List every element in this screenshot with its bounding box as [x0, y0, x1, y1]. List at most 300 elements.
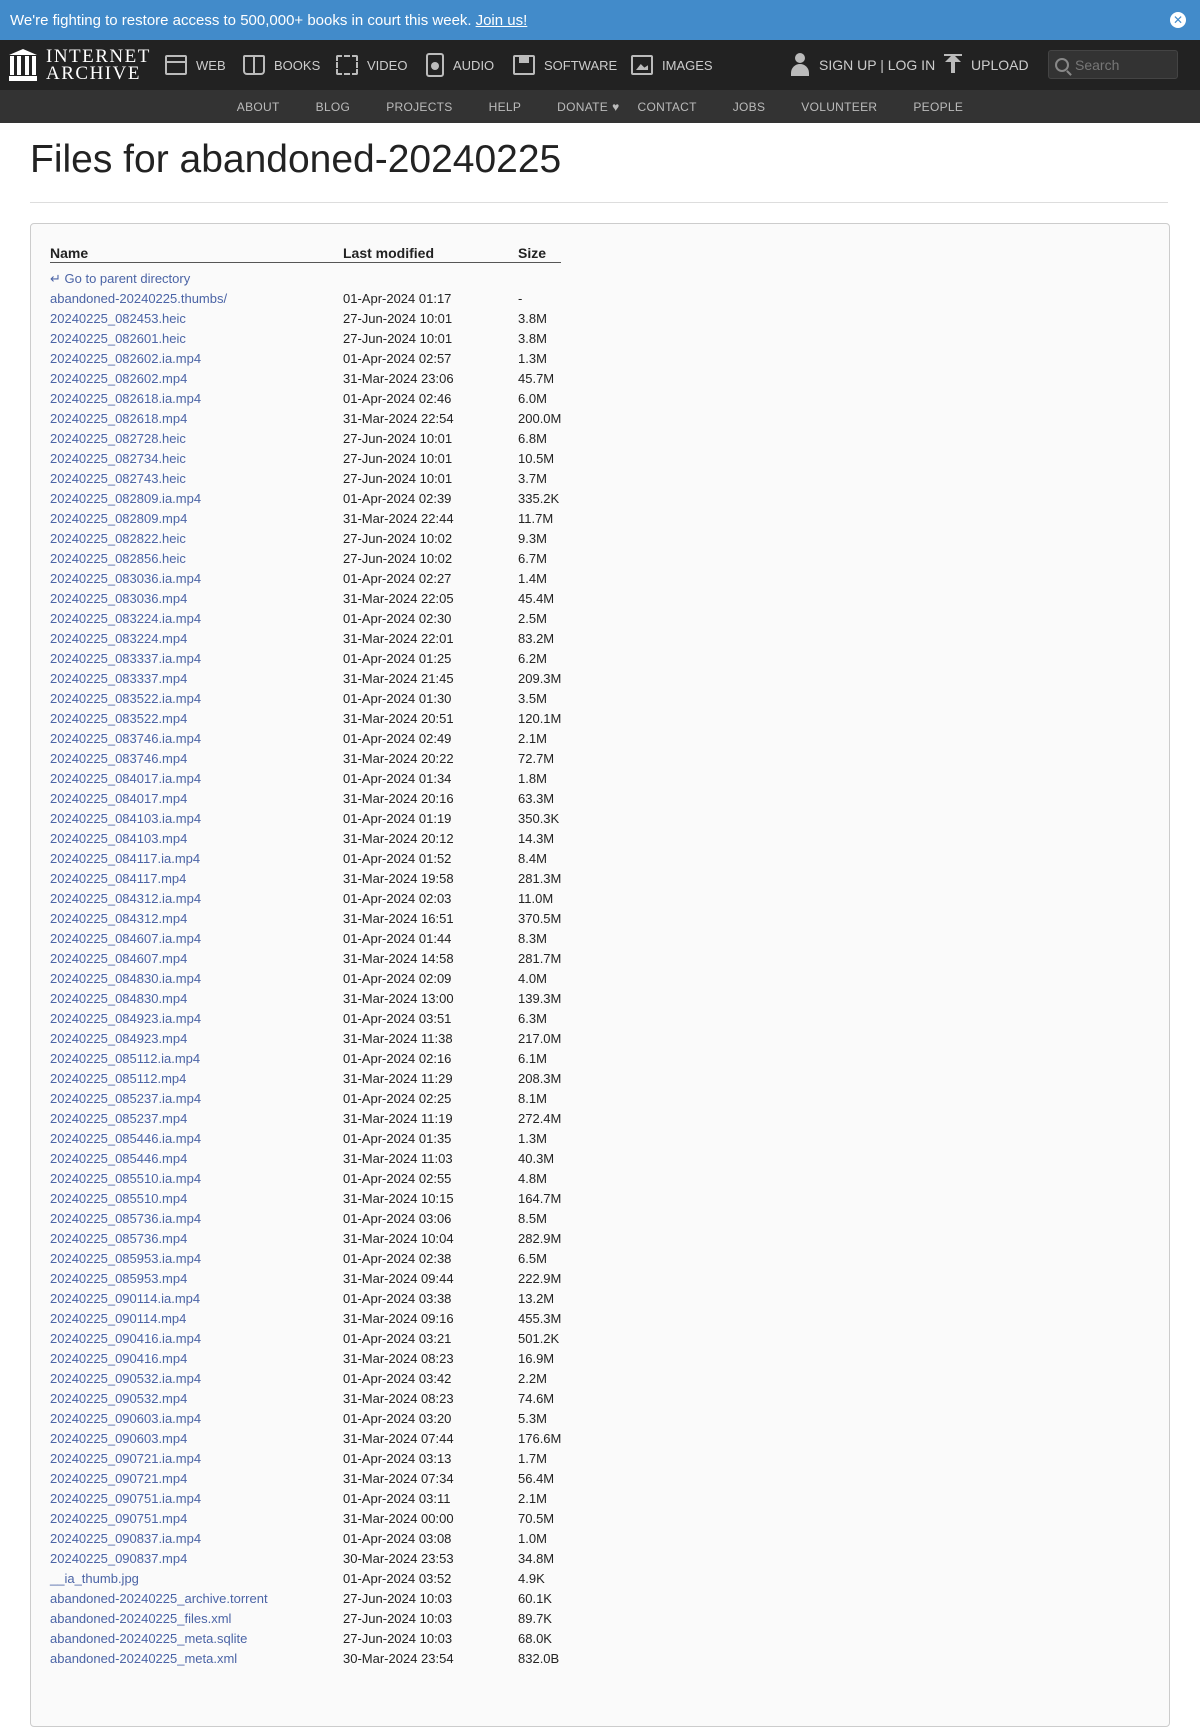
file-size: 350.3K [518, 810, 560, 826]
file-size: 4.9K [518, 1570, 545, 1586]
table-row [50, 389, 561, 409]
file-name-link[interactable]: 20240225_083522.ia.mp4 [50, 690, 202, 706]
file-size: 2.2M [518, 1370, 547, 1386]
search-box[interactable] [1048, 50, 1178, 79]
table-row [50, 1169, 561, 1189]
table-row [50, 1209, 561, 1229]
file-name-link[interactable]: 20240225_083746.ia.mp4 [50, 730, 202, 746]
file-name-link[interactable]: __ia_thumb.jpg [50, 1570, 139, 1586]
table-row [50, 1509, 561, 1529]
table-row [50, 1489, 561, 1509]
announcement-banner [0, 0, 1200, 40]
file-size: 3.5M [518, 690, 547, 706]
nav-software[interactable]: SOFTWARE [513, 50, 617, 80]
table-row [50, 1229, 561, 1249]
file-size: 2.5M [518, 610, 547, 626]
subnav-help[interactable]: HELP [488, 99, 522, 114]
file-name-link[interactable]: 20240225_084607.mp4 [50, 950, 188, 966]
table-row [50, 789, 561, 809]
file-size: 370.5M [518, 910, 562, 926]
file-modified-date: 01-Apr-2024 02:49 [343, 730, 452, 746]
nav-books[interactable]: BOOKS [243, 50, 320, 80]
file-modified-date: 27-Jun-2024 10:01 [343, 450, 453, 466]
table-row [50, 729, 561, 749]
table-row [50, 649, 561, 669]
file-name-link[interactable]: 20240225_084830.ia.mp4 [50, 970, 202, 986]
file-name-link[interactable]: 20240225_084103.ia.mp4 [50, 810, 202, 826]
table-row [50, 1069, 561, 1089]
file-size: 455.3M [518, 1310, 562, 1326]
file-name-link[interactable]: 20240225_085446.ia.mp4 [50, 1130, 202, 1146]
table-row [50, 529, 561, 549]
file-size: 832.0B [518, 1650, 560, 1666]
web-icon [165, 55, 187, 75]
file-name-link[interactable]: 20240225_082618.ia.mp4 [50, 390, 202, 406]
file-name-link[interactable]: 20240225_084923.ia.mp4 [50, 1010, 202, 1026]
file-name-link[interactable]: 20240225_083337.ia.mp4 [50, 650, 202, 666]
search-icon [1055, 58, 1069, 72]
file-name-link[interactable]: 20240225_090603.ia.mp4 [50, 1410, 202, 1426]
table-row [50, 289, 561, 309]
file-name-link[interactable]: 20240225_085510.ia.mp4 [50, 1170, 202, 1186]
file-name-link[interactable]: abandoned-20240225_meta.xml [50, 1650, 238, 1666]
file-modified-date: 01-Apr-2024 02:27 [343, 570, 452, 586]
nav-video[interactable]: VIDEO [336, 50, 407, 80]
file-modified-date: 01-Apr-2024 03:08 [343, 1530, 452, 1546]
file-name-link[interactable]: 20240225_085237.ia.mp4 [50, 1090, 202, 1106]
file-name-link[interactable]: abandoned-20240225_meta.sqlite [50, 1630, 248, 1646]
file-size: 281.7M [518, 950, 562, 966]
file-name-link[interactable]: 20240225_085953.ia.mp4 [50, 1250, 202, 1266]
table-row [50, 1409, 561, 1429]
file-size: 83.2M [518, 630, 555, 646]
file-name-link[interactable]: 20240225_083036.mp4 [50, 590, 188, 606]
table-row [50, 1009, 561, 1029]
file-modified-date: 01-Apr-2024 01:35 [343, 1130, 452, 1146]
file-modified-date: 27-Jun-2024 10:02 [343, 530, 453, 546]
file-modified-date: 31-Mar-2024 11:19 [343, 1110, 453, 1126]
file-name-link[interactable]: 20240225_090416.ia.mp4 [50, 1330, 202, 1346]
table-row [50, 449, 561, 469]
file-modified-date: 31-Mar-2024 13:00 [343, 990, 454, 1006]
file-name-link[interactable]: 20240225_084830.mp4 [50, 990, 188, 1006]
file-modified-date: 31-Mar-2024 07:34 [343, 1470, 454, 1486]
file-modified-date: 31-Mar-2024 07:44 [343, 1430, 454, 1446]
file-modified-date: 27-Jun-2024 10:01 [343, 330, 453, 346]
file-size: 1.3M [518, 350, 547, 366]
file-name-link[interactable]: 20240225_082728.heic [50, 430, 186, 446]
file-name-link[interactable]: 20240225_084117.ia.mp4 [50, 850, 201, 866]
join-us-link[interactable]: Join us! [475, 11, 528, 29]
table-row [50, 1129, 561, 1149]
file-size: 272.4M [518, 1110, 562, 1126]
file-size: 56.4M [518, 1470, 555, 1486]
nav-web[interactable]: WEB [165, 50, 226, 80]
file-size: - [518, 290, 523, 306]
file-size: 72.7M [518, 750, 555, 766]
file-size: 1.8M [518, 770, 547, 786]
subnav-people[interactable]: PEOPLE [913, 99, 964, 114]
file-name-link[interactable]: 20240225_082809.ia.mp4 [50, 490, 202, 506]
nav-audio[interactable]: AUDIO [426, 50, 494, 80]
file-modified-date: 01-Apr-2024 02:30 [343, 610, 452, 626]
file-name-link[interactable]: 20240225_083522.mp4 [50, 710, 188, 726]
table-row [50, 829, 561, 849]
file-name-link[interactable]: 20240225_090751.mp4 [50, 1510, 188, 1526]
table-row [50, 869, 561, 889]
file-size: 6.2M [518, 650, 547, 666]
file-modified-date: 31-Mar-2024 20:22 [343, 750, 454, 766]
file-name-link[interactable]: 20240225_084117.mp4 [50, 870, 187, 886]
subnav-about[interactable]: ABOUT [236, 99, 280, 114]
file-modified-date: 01-Apr-2024 02:09 [343, 970, 452, 986]
table-row [50, 569, 561, 589]
file-modified-date: 31-Mar-2024 20:16 [343, 790, 454, 806]
table-row [50, 1289, 561, 1309]
file-size: 11.0M [518, 890, 554, 906]
file-modified-date: 01-Apr-2024 03:52 [343, 1570, 452, 1586]
file-size: 5.3M [518, 1410, 547, 1426]
file-modified-date: 31-Mar-2024 19:58 [343, 870, 454, 886]
books-icon [243, 55, 265, 75]
banner-text: We're fighting to restore access to 500,000+ books in court this week. [10, 11, 472, 29]
file-size: 34.8M [518, 1550, 555, 1566]
file-name-link[interactable]: 20240225_090837.ia.mp4 [50, 1530, 202, 1546]
file-size: 501.2K [518, 1330, 560, 1346]
file-name-link[interactable]: abandoned-20240225.thumbs/ [50, 290, 228, 306]
file-size: 8.5M [518, 1210, 547, 1226]
nav-images[interactable]: IMAGES [631, 50, 713, 80]
file-modified-date: 01-Apr-2024 03:51 [343, 1010, 452, 1026]
file-size: 8.3M [518, 930, 547, 946]
file-modified-date: 31-Mar-2024 20:51 [343, 710, 454, 726]
logo-text: INTERNET ARCHIVE [46, 46, 151, 84]
file-size: 200.0M [518, 410, 562, 426]
table-row [50, 509, 561, 529]
file-size: 335.2K [518, 490, 560, 506]
file-modified-date: 30-Mar-2024 23:54 [343, 1650, 454, 1666]
subnav-projects[interactable]: PROJECTS [386, 99, 453, 114]
file-name-link[interactable]: 20240225_090532.mp4 [50, 1390, 188, 1406]
file-modified-date: 31-Mar-2024 16:51 [343, 910, 454, 926]
file-size: 6.5M [518, 1250, 547, 1266]
table-row [50, 489, 561, 509]
subnav-volunteer[interactable]: VOLUNTEER [801, 99, 878, 114]
file-modified-date: 01-Apr-2024 02:38 [343, 1250, 452, 1266]
file-size: 2.1M [518, 1490, 547, 1506]
file-name-link[interactable]: 20240225_090114.ia.mp4 [50, 1290, 201, 1306]
table-row [50, 589, 561, 609]
file-name-link[interactable]: 20240225_083224.ia.mp4 [50, 610, 202, 626]
table-row [50, 629, 561, 649]
file-name-link[interactable]: 20240225_085953.mp4 [50, 1270, 188, 1286]
file-name-link[interactable]: 20240225_090416.mp4 [50, 1350, 188, 1366]
file-modified-date: 01-Apr-2024 02:03 [343, 890, 452, 906]
table-row [50, 709, 561, 729]
file-modified-date: 31-Mar-2024 08:23 [343, 1350, 454, 1366]
file-modified-date: 01-Apr-2024 01:52 [343, 850, 452, 866]
file-size: 45.7M [518, 370, 555, 386]
table-row [50, 1249, 561, 1269]
table-row [50, 1369, 561, 1389]
table-row [50, 669, 561, 689]
file-name-link[interactable]: 20240225_085237.mp4 [50, 1110, 188, 1126]
file-name-link[interactable]: 20240225_082453.heic [50, 310, 186, 326]
table-row [50, 609, 561, 629]
file-name-link[interactable]: 20240225_085446.mp4 [50, 1150, 188, 1166]
file-modified-date: 31-Mar-2024 09:16 [343, 1310, 454, 1326]
table-row [50, 1609, 561, 1629]
file-size: 1.7M [518, 1450, 547, 1466]
table-row [50, 1189, 561, 1209]
table-row [50, 329, 561, 349]
file-size: 3.8M [518, 310, 547, 326]
file-size: 10.5M [518, 450, 555, 466]
table-row [50, 1649, 561, 1669]
file-modified-date: 31-Mar-2024 11:03 [343, 1150, 453, 1166]
file-name-link[interactable]: abandoned-20240225_archive.torrent [50, 1590, 268, 1606]
file-modified-date: 01-Apr-2024 01:25 [343, 650, 452, 666]
file-modified-date: 27-Jun-2024 10:02 [343, 550, 453, 566]
file-size: 60.1K [518, 1590, 552, 1606]
file-modified-date: 01-Apr-2024 03:13 [343, 1450, 452, 1466]
file-modified-date: 27-Jun-2024 10:01 [343, 310, 453, 326]
file-name-link[interactable]: 20240225_084103.mp4 [50, 830, 188, 846]
table-row [50, 1049, 561, 1069]
title-divider [30, 202, 1168, 203]
file-size: 8.4M [518, 850, 547, 866]
file-size: 217.0M [518, 1030, 562, 1046]
close-icon[interactable]: ✕ [1170, 12, 1186, 28]
file-size: 6.1M [518, 1050, 547, 1066]
file-modified-date: 01-Apr-2024 01:17 [343, 290, 452, 306]
table-row [50, 1089, 561, 1109]
file-size: 45.4M [518, 590, 555, 606]
file-modified-date: 27-Jun-2024 10:03 [343, 1610, 453, 1626]
file-modified-date: 31-Mar-2024 10:04 [343, 1230, 454, 1246]
file-modified-date: 01-Apr-2024 03:06 [343, 1210, 452, 1226]
file-name-link[interactable]: 20240225_085112.ia.mp4 [50, 1050, 201, 1066]
table-row [50, 1389, 561, 1409]
file-modified-date: 01-Apr-2024 03:11 [343, 1490, 451, 1506]
file-name-link[interactable]: 20240225_084312.mp4 [50, 910, 188, 926]
file-name-link[interactable]: 20240225_090837.mp4 [50, 1550, 188, 1566]
file-size: 14.3M [518, 830, 555, 846]
file-modified-date: 01-Apr-2024 03:21 [343, 1330, 452, 1346]
file-modified-date: 01-Apr-2024 01:44 [343, 930, 452, 946]
file-modified-date: 31-Mar-2024 22:44 [343, 510, 454, 526]
file-modified-date: 01-Apr-2024 02:55 [343, 1170, 452, 1186]
file-size: 282.9M [518, 1230, 562, 1246]
sign-up-login-link[interactable]: SIGN UP | LOG IN [790, 50, 935, 80]
file-size: 222.9M [518, 1270, 562, 1286]
table-row [50, 469, 561, 489]
table-row [50, 889, 561, 909]
file-modified-date: 01-Apr-2024 01:30 [343, 690, 452, 706]
archive-building-icon [9, 49, 37, 81]
table-row [50, 949, 561, 969]
file-name-link[interactable]: 20240225_090721.mp4 [50, 1470, 188, 1486]
table-row [50, 429, 561, 449]
file-modified-date: 01-Apr-2024 02:39 [343, 490, 452, 506]
file-name-link[interactable]: 20240225_083746.mp4 [50, 750, 188, 766]
file-modified-date: 31-Mar-2024 22:05 [343, 590, 454, 606]
table-row [50, 1309, 561, 1329]
table-row [50, 369, 561, 389]
file-name-link[interactable]: 20240225_085736.ia.mp4 [50, 1210, 202, 1226]
file-size: 68.0K [518, 1630, 552, 1646]
modified-column-header[interactable]: Last modified [343, 244, 518, 262]
file-modified-date: 31-Mar-2024 22:01 [343, 630, 454, 646]
file-modified-date: 31-Mar-2024 22:54 [343, 410, 454, 426]
table-row [50, 1269, 561, 1289]
file-size: 8.1M [518, 1090, 547, 1106]
file-size: 6.8M [518, 430, 547, 446]
search-input[interactable] [1075, 57, 1170, 73]
file-modified-date: 31-Mar-2024 10:15 [343, 1190, 454, 1206]
file-modified-date: 01-Apr-2024 03:42 [343, 1370, 452, 1386]
images-icon [631, 55, 653, 75]
upload-link[interactable]: UPLOAD [944, 50, 1029, 80]
table-row [50, 1629, 561, 1649]
table-row [50, 1469, 561, 1489]
file-name-link[interactable]: abandoned-20240225_files.xml [50, 1610, 232, 1626]
subnav-blog[interactable]: BLOG [315, 99, 351, 114]
file-size: 63.3M [518, 790, 555, 806]
file-modified-date: 31-Mar-2024 21:45 [343, 670, 454, 686]
file-name-link[interactable]: 20240225_090603.mp4 [50, 1430, 188, 1446]
table-row [50, 1149, 561, 1169]
top-navigation [0, 40, 1200, 90]
file-name-link[interactable]: 20240225_082601.heic [50, 330, 186, 346]
page-title: Files for abandoned-20240225 [30, 138, 562, 181]
file-modified-date: 27-Jun-2024 10:03 [343, 1630, 453, 1646]
file-modified-date: 01-Apr-2024 02:16 [343, 1050, 452, 1066]
table-row [50, 349, 561, 369]
subnav-jobs[interactable]: JOBS [732, 99, 766, 114]
file-size: 74.6M [518, 1390, 555, 1406]
table-row [50, 1329, 561, 1349]
size-column-header[interactable]: Size [518, 244, 561, 262]
table-row [50, 749, 561, 769]
parent-directory-link[interactable]: ↵ Go to parent directory [50, 270, 191, 286]
file-modified-date: 01-Apr-2024 03:38 [343, 1290, 452, 1306]
file-modified-date: 31-Mar-2024 11:38 [343, 1030, 453, 1046]
secondary-navigation [0, 90, 1200, 123]
file-modified-date: 31-Mar-2024 08:23 [343, 1390, 454, 1406]
file-name-link[interactable]: 20240225_082809.mp4 [50, 510, 188, 526]
video-icon [336, 55, 358, 75]
file-size: 40.3M [518, 1150, 555, 1166]
subnav-donate[interactable]: DONATE [557, 99, 609, 114]
table-row [50, 1589, 561, 1609]
table-row [50, 689, 561, 709]
file-modified-date: 31-Mar-2024 23:06 [343, 370, 454, 386]
file-modified-date: 31-Mar-2024 20:12 [343, 830, 454, 846]
file-size: 1.0M [518, 1530, 547, 1546]
file-name-link[interactable]: 20240225_082743.heic [50, 470, 186, 486]
subnav-contact[interactable]: CONTACT [637, 99, 697, 114]
upload-icon [944, 54, 962, 76]
table-row [50, 909, 561, 929]
table-row [50, 1569, 561, 1589]
file-modified-date: 01-Apr-2024 02:57 [343, 350, 452, 366]
file-name-link[interactable]: 20240225_082856.heic [50, 550, 186, 566]
file-modified-date: 31-Mar-2024 00:00 [343, 1510, 454, 1526]
file-modified-date: 31-Mar-2024 09:44 [343, 1270, 454, 1286]
file-name-link[interactable]: 20240225_082618.mp4 [50, 410, 188, 426]
file-name-link[interactable]: 20240225_083224.mp4 [50, 630, 188, 646]
file-name-link[interactable]: 20240225_082602.mp4 [50, 370, 188, 386]
file-name-link[interactable]: 20240225_085112.mp4 [50, 1070, 187, 1086]
file-name-link[interactable]: 20240225_082734.heic [50, 450, 186, 466]
name-column-header[interactable]: Name [50, 244, 343, 262]
file-size: 209.3M [518, 670, 562, 686]
table-row [50, 1349, 561, 1369]
file-name-link[interactable]: 20240225_090114.mp4 [50, 1310, 187, 1326]
file-size: 6.3M [518, 1010, 547, 1026]
file-size: 139.3M [518, 990, 562, 1006]
file-size: 6.7M [518, 550, 547, 566]
heart-icon: ♥ [612, 99, 620, 114]
file-name-link[interactable]: 20240225_090721.ia.mp4 [50, 1450, 202, 1466]
file-modified-date: 27-Jun-2024 10:01 [343, 430, 453, 446]
file-size: 164.7M [518, 1190, 562, 1206]
file-size: 3.7M [518, 470, 547, 486]
file-size: 2.1M [518, 730, 547, 746]
file-name-link[interactable]: 20240225_082822.heic [50, 530, 186, 546]
file-name-link[interactable]: 20240225_084923.mp4 [50, 1030, 188, 1046]
file-modified-date: 31-Mar-2024 11:29 [343, 1070, 453, 1086]
file-name-link[interactable]: 20240225_090751.ia.mp4 [50, 1490, 202, 1506]
file-size: 6.0M [518, 390, 547, 406]
table-row [50, 1109, 561, 1129]
file-name-link[interactable]: 20240225_082602.ia.mp4 [50, 350, 202, 366]
file-size: 89.7K [518, 1610, 552, 1626]
internet-archive-logo[interactable] [9, 48, 151, 82]
file-name-link[interactable]: 20240225_084017.mp4 [50, 790, 188, 806]
file-name-link[interactable]: 20240225_083337.mp4 [50, 670, 188, 686]
file-name-link[interactable]: 20240225_085510.mp4 [50, 1190, 188, 1206]
table-row [50, 1449, 561, 1469]
table-row [50, 309, 561, 329]
file-size: 3.8M [518, 330, 547, 346]
file-name-link[interactable]: 20240225_084312.ia.mp4 [50, 890, 202, 906]
table-row [50, 929, 561, 949]
table-row [50, 989, 561, 1009]
table-row [50, 1529, 561, 1549]
file-modified-date: 01-Apr-2024 02:25 [343, 1090, 452, 1106]
table-row [50, 549, 561, 569]
file-name-link[interactable]: 20240225_084607.ia.mp4 [50, 930, 202, 946]
file-size: 1.4M [518, 570, 547, 586]
table-row [50, 1549, 561, 1569]
file-name-link[interactable]: 20240225_085736.mp4 [50, 1230, 188, 1246]
user-icon [790, 53, 810, 77]
table-row [50, 849, 561, 869]
audio-icon [426, 53, 444, 77]
file-modified-date: 01-Apr-2024 01:34 [343, 770, 452, 786]
table-row [50, 1429, 561, 1449]
file-name-link[interactable]: 20240225_083036.ia.mp4 [50, 570, 202, 586]
file-size: 1.3M [518, 1130, 547, 1146]
file-name-link[interactable]: 20240225_090532.ia.mp4 [50, 1370, 202, 1386]
file-size: 176.6M [518, 1430, 562, 1446]
file-modified-date: 01-Apr-2024 03:20 [343, 1410, 452, 1426]
file-size: 4.0M [518, 970, 547, 986]
file-modified-date: 27-Jun-2024 10:03 [343, 1590, 453, 1606]
file-name-link[interactable]: 20240225_084017.ia.mp4 [50, 770, 202, 786]
